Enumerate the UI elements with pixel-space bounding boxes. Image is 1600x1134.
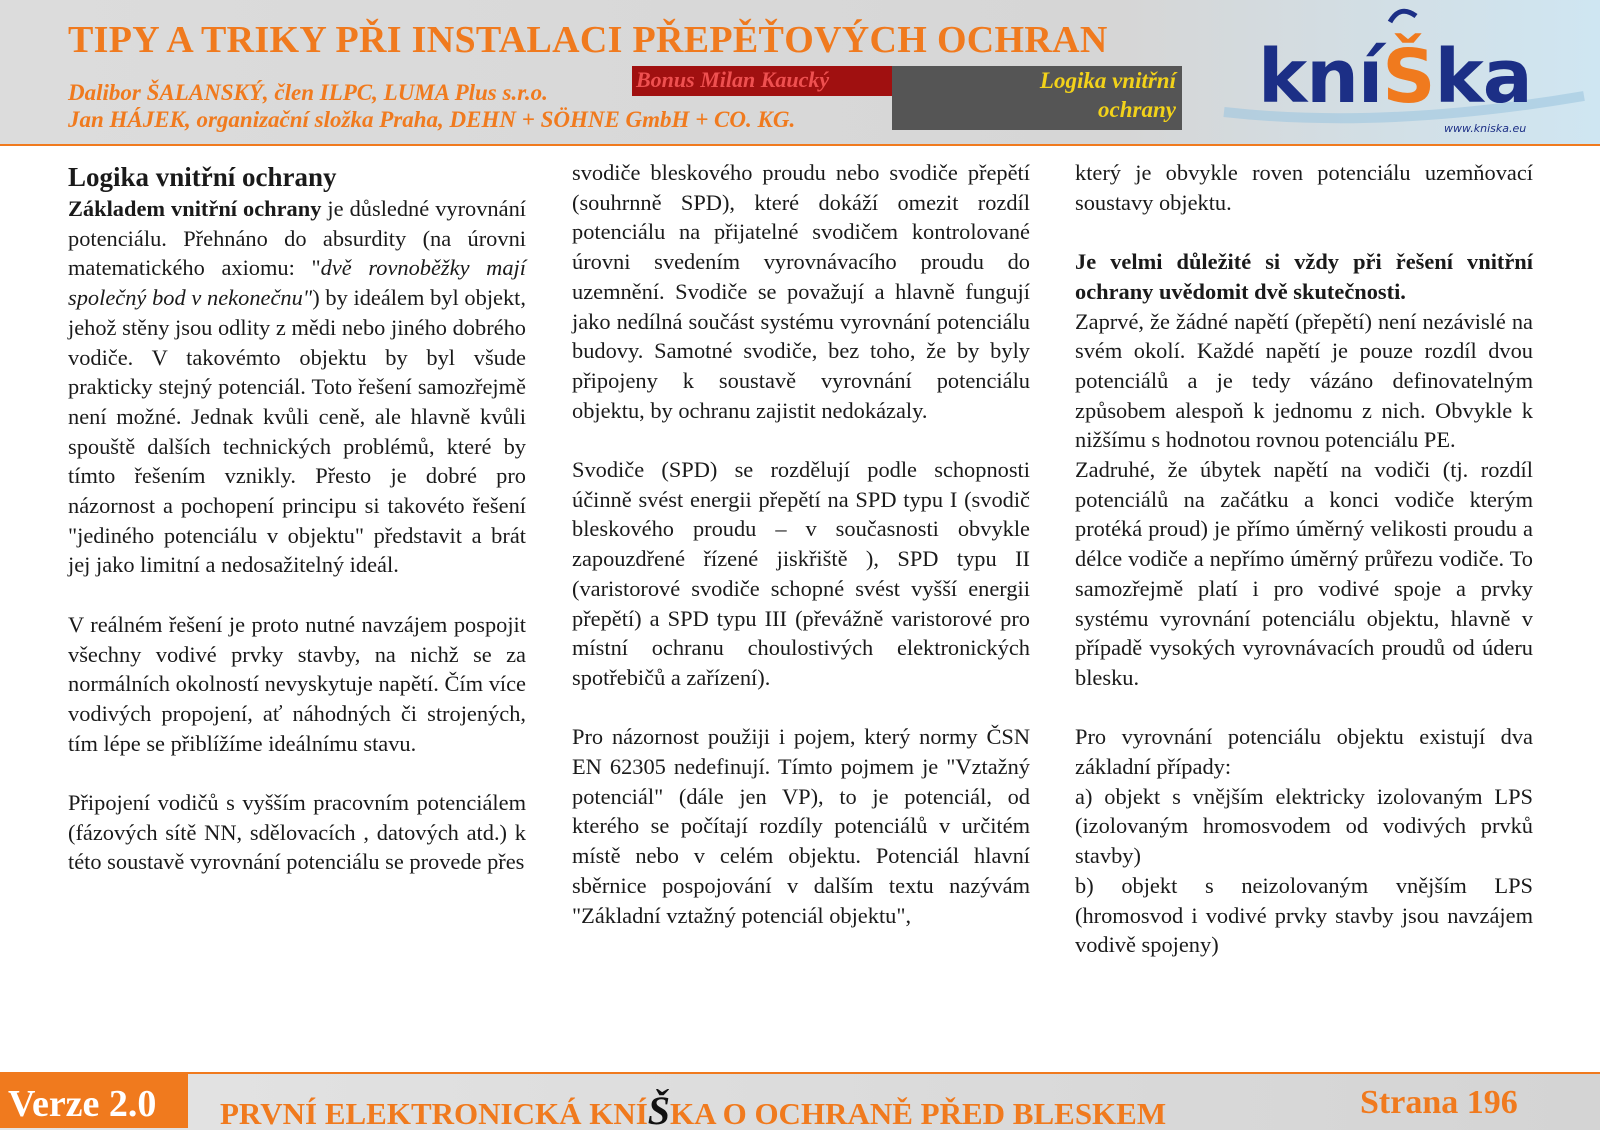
col1-paragraph-3: Připojení vodičů s vyšším pracovním potenciálem (fázových sítě NN, sdělovacích , datových atd.) k této soustavě vyrovnání potenciálu se provede přes <box>68 790 526 875</box>
col1-p1-italic: dvě rovnoběžky mají společný bod v nekonečnu" <box>68 255 526 311</box>
footer-title-a: PRVNÍ ELEKTRONICKÁ KNÍ <box>220 1096 648 1131</box>
logo-text-a: kní <box>1258 34 1383 120</box>
col3-paragraph-3: Zaprvé, že žádné napětí (přepětí) není nezávislé na svém okolí. Každé napětí je pouze rozdíl dvou potenciálů a je tedy vázáno definovatelným způsobem alespoň k jednomu z nich. Obvykle k nižšímu s hodnotou rovnou potenciálu PE. <box>1075 308 1533 453</box>
logo-url: www.kniska.eu <box>1444 122 1527 135</box>
section-heading: Logika vnitřní ochrany <box>68 162 337 192</box>
col1-paragraph-1 <box>68 194 526 580</box>
col1-p1-bold: Základem vnitřní ochrany <box>68 196 322 221</box>
footer-title-b: KA O OCHRANĚ PŘED BLESKEM <box>670 1096 1167 1131</box>
col3-paragraph-5: Pro vyrovnání potenciálu objektu existují dva základní případy: <box>1075 724 1533 780</box>
logo-wordmark <box>1258 34 1532 120</box>
col2-paragraph-1: svodiče bleskového proudu nebo svodiče přepětí (souhrnně SPD), které dokáží omezit rozdíl potenciálu na přijatelné svodičem kontrolované úrovni svedením vyrovnávacího proudu do uzemnění. Svodiče se považují a hlavně fungují jako nedílná součást systému vyrovnání potenciálu budovy. Samotné svodiče, bez toho, že by byly připojeny k soustavě vyrovnání potenciálu objektu, by ochranu zajistit nedokázaly. <box>572 160 1030 423</box>
footer-title <box>220 1087 1166 1134</box>
column-2 <box>572 158 1030 930</box>
bonus-label: Bonus Milan Kaucký <box>636 67 830 92</box>
topic-label <box>980 66 1176 124</box>
col3-p2-bold: Je velmi důležité si vždy při řešení vnitřní ochrany uvědomit dvě skutečnosti. <box>1075 249 1533 304</box>
col3-paragraph-1: který je obvykle roven potenciálu uzemňovací soustavy objektu. <box>1075 160 1533 215</box>
topic-label-line-2: ochrany <box>1098 97 1176 122</box>
author-line-1: Dalibor ŠALANSKÝ, člen ILPC, LUMA Plus s.r.o. <box>68 80 548 105</box>
version-label: Verze 2.0 <box>8 1083 157 1125</box>
column-1 <box>68 160 526 877</box>
col3-paragraph-6: a) objekt s vnějším elektricky izolovaným LPS (izolovaným hromosvodem od vodivých prvků stavby) <box>1075 783 1533 869</box>
col1-p1-a: je důsledné vyrovnání potenciálu. Přehnáno do absurdity (na úrovni matematického axiomu: " <box>68 196 526 281</box>
author-line-2: Jan HÁJEK, organizační složka Praha, DEHN + SÖHNE GmbH + CO. KG. <box>68 107 796 132</box>
col1-paragraph-2: V reálném řešení je proto nutné navzájem pospojit všechny vodivé prvky stavby, na nichž se za normálních okolností nevyskytuje napětí. Čím více vodivých propojení, ať náhodných či strojených, tím lépe se přiblížíme ideálnímu stavu. <box>68 611 526 756</box>
page-number: Strana 196 <box>1360 1084 1518 1121</box>
logo-text-s: Š <box>1382 34 1435 120</box>
page-title: TIPY A TRIKY PŘI INSTALACI PŘEPĚŤOVÝCH OCHRAN <box>68 19 1108 61</box>
footer-title-s: Š <box>647 1088 671 1133</box>
topic-label-line-1: Logika vnitřní <box>1039 68 1176 93</box>
col2-paragraph-2: Svodiče (SPD) se rozdělují podle schopnosti účinně svést energii přepětí na SPD typu I (svodič bleskového proudu – v současnosti obvykle zapouzdřené řízené jiskřiště ), SPD typu II (varistorové svodiče schopné svést vyšší energii přepětí) a SPD typu III (převážně varistorové pro místní ochranu choulostivých elektronických spotřebičů a zařízení). <box>572 457 1030 690</box>
col1-p1-b: ) by ideálem byl objekt, jehož stěny jsou odlity z mědi nebo jiného dobrého vodiče. V takovémto objektu by byl všude prakticky stejný potenciál. Toto řešení samozřejmě není možné. Jednak kvůli ceně, ale hlavně kvůli spouště dalších technických problémů, které by tímto řešením vznikly. Přesto je dobré pro názornost a pochopení principu si takovéto řešení "jediného potenciálu v objektu" představit a brát jej jako limitní a nedosažitelný ideál. <box>68 285 526 578</box>
col3-paragraph-7: b) objekt s neizolovaným vnějším LPS (hromosvod i vodivé prvky stavby jsou navzájem vodivě spojeny) <box>1075 872 1533 958</box>
column-3 <box>1075 158 1533 960</box>
col3-paragraph-4: Zadruhé, že úbytek napětí na vodiči (tj. rozdíl potenciálů na začátku a konci vodiče kterým protéká proud) je přímo úměrný velikosti proudu a délce vodiče a nepřímo úměrný průřezu vodiče. To samozřejmě platí i pro vodivé spoje a prvky systému vyrovnání potenciálu objektu, hlavně v případě vysokých vyrovnávacích proudů od úderu blesku. <box>1075 457 1533 690</box>
col2-paragraph-3: Pro názornost použiji i pojem, který normy ČSN EN 62305 nedefinují. Tímto pojmem je "Vztažný potenciál" (dále jen VP), to je potenciál, od kterého se počítají rozdíly potenciálů v určitém místě nebo v celém objektu. Potenciál hlavní sběrnice pospojování v dalším textu nazývám "Základní vztažný potenciál objektu", <box>572 724 1030 928</box>
logo-text-b: ka <box>1434 34 1532 120</box>
col3-paragraph-2 <box>1075 247 1533 306</box>
